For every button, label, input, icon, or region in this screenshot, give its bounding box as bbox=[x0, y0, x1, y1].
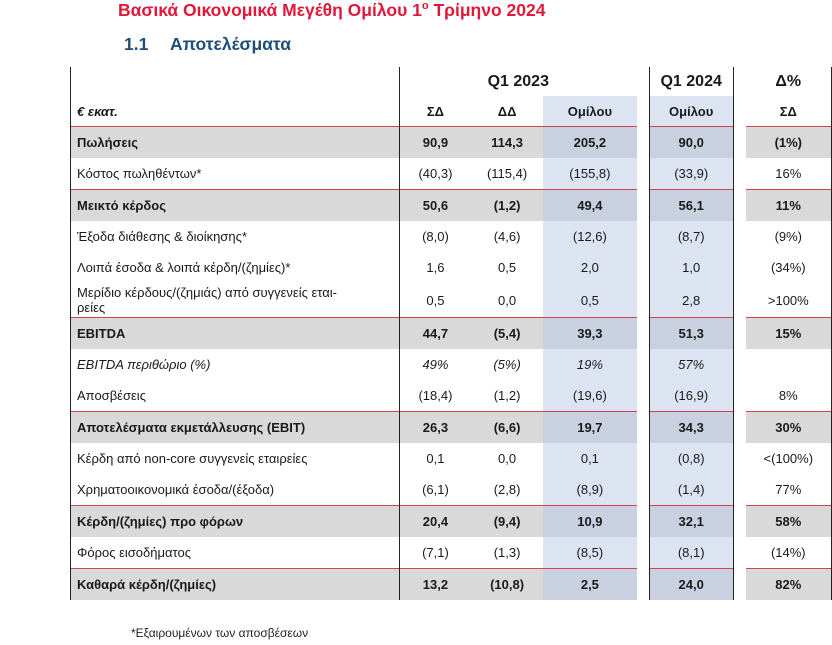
row-label: Χρηματοοικονομικά έσοδα/(έξοδα) bbox=[71, 474, 400, 506]
cell-group-2023: 49,4 bbox=[543, 190, 637, 222]
row-label: Πωλήσεις bbox=[71, 127, 400, 159]
period-header-q1-2024: Q1 2024 bbox=[649, 67, 733, 96]
cell-group-2023: 2,0 bbox=[543, 252, 637, 283]
row-label: Αποτελέσματα εκμετάλλευσης (EBIT) bbox=[71, 412, 400, 444]
cell-sd: 0,1 bbox=[399, 443, 471, 474]
cell-delta: 77% bbox=[746, 474, 832, 506]
cell-sd: 90,9 bbox=[399, 127, 471, 159]
cell-delta: >100% bbox=[746, 283, 832, 318]
period-header-delta: Δ% bbox=[746, 67, 832, 96]
cell-group-2024: 57% bbox=[649, 349, 733, 380]
table-row bbox=[71, 380, 832, 412]
cell-group-2023: 39,3 bbox=[543, 318, 637, 350]
cell-dd: (1,2) bbox=[493, 388, 521, 403]
cell-dd: 0,5 bbox=[498, 260, 517, 275]
cell-sd: (6,1) bbox=[399, 474, 471, 506]
table-row bbox=[71, 158, 832, 190]
section-heading bbox=[124, 34, 291, 55]
cell-group-2023: 0,5 bbox=[543, 283, 637, 318]
cell-delta: 16% bbox=[746, 158, 832, 190]
table-row bbox=[71, 190, 832, 222]
cell-dd: (115,4) bbox=[486, 166, 528, 181]
section-title: Αποτελέσματα bbox=[170, 34, 292, 54]
cell-dd: 114,3 bbox=[471, 127, 543, 159]
cell-dd: (5,4) bbox=[471, 318, 543, 350]
cell-delta: (14%) bbox=[746, 537, 832, 569]
cell-group-2023: (19,6) bbox=[543, 380, 637, 412]
cell-group-2023: 2,5 bbox=[543, 569, 637, 601]
cell-delta bbox=[746, 349, 832, 380]
cell-group-2023: (8,9) bbox=[543, 474, 637, 506]
column-header-row bbox=[71, 96, 832, 127]
results-table bbox=[70, 67, 832, 600]
cell-delta: 58% bbox=[746, 506, 832, 538]
cell-group-2023: 205,2 bbox=[543, 127, 637, 159]
cell-sd: 26,3 bbox=[399, 412, 471, 444]
cell-sd: (8,0) bbox=[399, 221, 471, 252]
cell-dd: (9,4) bbox=[471, 506, 543, 538]
cell-dd: (1,2) bbox=[471, 190, 543, 222]
row-label: Κέρδη από non-core συγγενείς εταιρείες bbox=[71, 443, 400, 474]
cell-group-2024: (0,8) bbox=[649, 443, 733, 474]
cell-sd: (18,4) bbox=[399, 380, 471, 412]
cell-group-2023: 10,9 bbox=[543, 506, 637, 538]
cell-group-2024: 2,8 bbox=[649, 283, 733, 318]
cell-group-2024: (8,7) bbox=[649, 221, 733, 252]
cell-group-2023: 0,1 bbox=[543, 443, 637, 474]
cell-delta: (9%) bbox=[746, 221, 832, 252]
page-title: Βασικά Οικονομικά Μεγέθη Ομίλου $1^o$ Τρίμηνο 2024 bbox=[118, 0, 546, 20]
row-label: EBITDA περιθώριο (%) bbox=[71, 349, 400, 380]
column-header-group-2023: Ομίλου bbox=[543, 96, 637, 127]
section-number: 1.1 bbox=[124, 34, 149, 54]
cell-delta: 15% bbox=[746, 318, 832, 350]
row-label: Μεικτό κέρδος bbox=[71, 190, 400, 222]
cell-group-2024: 24,0 bbox=[649, 569, 733, 601]
cell-group-2024: 51,3 bbox=[649, 318, 733, 350]
cell-dd: (4,6) bbox=[493, 229, 521, 244]
cell-sd: 13,2 bbox=[399, 569, 471, 601]
table-row bbox=[71, 221, 832, 252]
cell-sd: (7,1) bbox=[399, 537, 471, 569]
row-label: Καθαρά κέρδη/(ζημίες) bbox=[71, 569, 400, 601]
unit-label: € εκατ. bbox=[71, 96, 400, 127]
footnote: *Εξαιρουμένων των αποσβέσεων bbox=[131, 626, 309, 640]
cell-sd: 20,4 bbox=[399, 506, 471, 538]
column-header-group-2024: Ομίλου bbox=[649, 96, 733, 127]
table-row bbox=[71, 474, 832, 506]
cell-sd: 1,6 bbox=[399, 252, 471, 283]
table-row bbox=[71, 349, 832, 380]
table-row bbox=[71, 318, 832, 350]
cell-group-2023: 19,7 bbox=[543, 412, 637, 444]
cell-delta: (1%) bbox=[746, 127, 832, 159]
cell-group-2024: 34,3 bbox=[649, 412, 733, 444]
table-row bbox=[71, 283, 832, 318]
cell-group-2024: 32,1 bbox=[649, 506, 733, 538]
cell-delta: 8% bbox=[746, 380, 832, 412]
cell-delta: 30% bbox=[746, 412, 832, 444]
cell-sd: (40,3) bbox=[399, 158, 471, 190]
row-label: Λοιπά έσοδα & λοιπά κέρδη/(ζημίες)* bbox=[71, 252, 400, 283]
cell-group-2024: 1,0 bbox=[649, 252, 733, 283]
table-row bbox=[71, 443, 832, 474]
row-label: EBITDA bbox=[71, 318, 400, 350]
table-row bbox=[71, 127, 832, 159]
cell-delta: <(100%) bbox=[746, 443, 832, 474]
table-row bbox=[71, 569, 832, 601]
table-row bbox=[71, 412, 832, 444]
cell-dd: (2,8) bbox=[493, 482, 521, 497]
column-header-sd: ΣΔ bbox=[399, 96, 471, 127]
column-header-dd: ΔΔ bbox=[497, 103, 517, 119]
cell-dd: 0,0 bbox=[498, 292, 517, 308]
cell-delta: 11% bbox=[746, 190, 832, 222]
table-row bbox=[71, 506, 832, 538]
row-label: Αποσβέσεις bbox=[71, 380, 400, 412]
cell-sd: 50,6 bbox=[399, 190, 471, 222]
cell-dd: 0,0 bbox=[498, 451, 517, 466]
table-row bbox=[71, 252, 832, 283]
cell-group-2023: (155,8) bbox=[543, 158, 637, 190]
cell-dd: (1,3) bbox=[493, 545, 521, 560]
cell-group-2024: (33,9) bbox=[649, 158, 733, 190]
cell-sd: 0,5 bbox=[399, 283, 471, 318]
row-label: Φόρος εισοδήματος bbox=[71, 537, 400, 569]
cell-sd: 49% bbox=[399, 349, 471, 380]
row-label: Κόστος πωληθέντων* bbox=[71, 158, 400, 190]
cell-group-2023: 19% bbox=[543, 349, 637, 380]
row-label: Μερίδιο κέρδους/(ζημιάς) από συγγενείς εται- ρείες bbox=[71, 283, 400, 318]
cell-group-2024: (16,9) bbox=[649, 380, 733, 412]
row-label: Κέρδη/(ζημίες) προ φόρων bbox=[71, 506, 400, 538]
cell-group-2023: (12,6) bbox=[543, 221, 637, 252]
period-header-row bbox=[71, 67, 832, 96]
cell-delta: 82% bbox=[746, 569, 832, 601]
period-header-q1-2023: Q1 2023 bbox=[399, 67, 636, 96]
cell-group-2024: (1,4) bbox=[649, 474, 733, 506]
cell-group-2023: (8,5) bbox=[543, 537, 637, 569]
cell-delta: (34%) bbox=[746, 252, 832, 283]
cell-dd: (10,8) bbox=[471, 569, 543, 601]
cell-sd: 44,7 bbox=[399, 318, 471, 350]
table-row bbox=[71, 537, 832, 569]
row-label: Έξοδα διάθεσης & διοίκησης* bbox=[71, 221, 400, 252]
cell-group-2024: 56,1 bbox=[649, 190, 733, 222]
cell-dd: (6,6) bbox=[471, 412, 543, 444]
cell-dd: (5%) bbox=[493, 357, 521, 372]
cell-group-2024: 90,0 bbox=[649, 127, 733, 159]
cell-group-2024: (8,1) bbox=[649, 537, 733, 569]
column-header-delta-sd: ΣΔ bbox=[746, 96, 832, 127]
